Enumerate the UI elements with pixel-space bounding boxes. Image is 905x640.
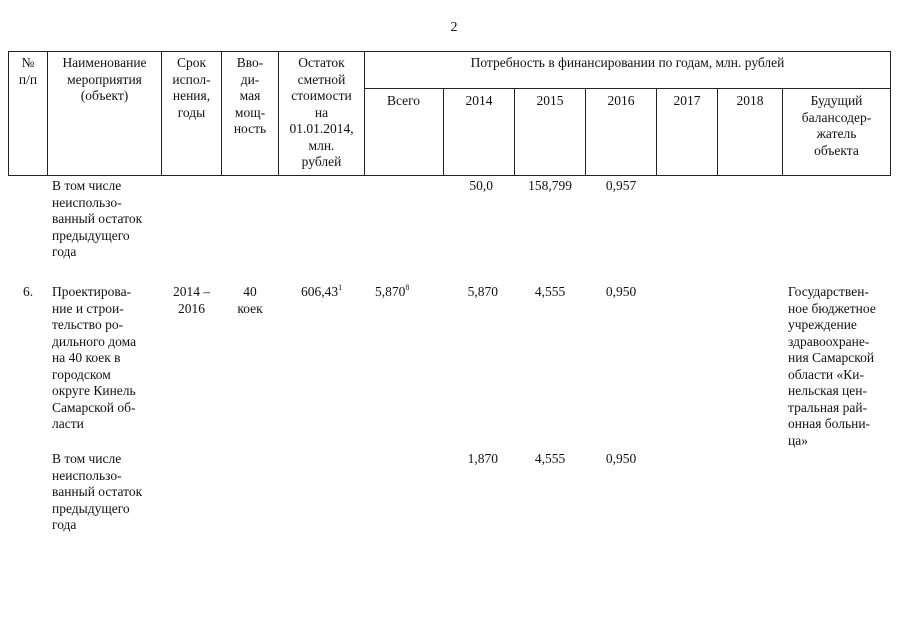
row-2016-value: 0,950 (605, 451, 637, 466)
row-2014-value: 1,870 (467, 451, 498, 466)
header-year-2017: 2017 (673, 93, 701, 108)
header-year-2018: 2018 (736, 93, 764, 108)
header-num: № п/п (18, 55, 38, 87)
row-name: Проектирова- ние и строи- тельство ро- дильного дома на 40 коек в городском округе Кинель Самарской об- ласти (52, 284, 137, 431)
row-total: 5,870$^8$ (375, 283, 410, 299)
table-header-bottom-border (8, 175, 891, 176)
header-name: Наименование мероприятия (объект) (62, 55, 147, 103)
header-remainder: Остаток сметной стоимости на 01.01.2014, млн. рублей (289, 55, 354, 169)
row-2016-value: 0,950 (605, 284, 637, 299)
header-year-2014: 2014 (465, 93, 493, 108)
row-2016-value: 0,957 (605, 178, 637, 193)
table-right-border (890, 51, 891, 175)
row-name: В том числе неиспользо- ванный остаток предыдущего года (52, 178, 143, 259)
header-capacity: Вво- ди- мая мощ- ность (233, 55, 267, 136)
header-holder: Будущий балансодер- жатель объекта (801, 93, 872, 158)
footnote-mark: 8 (405, 283, 410, 292)
header-total: Всего (386, 93, 421, 108)
footnote-mark: 1 (338, 283, 343, 292)
row-2014-value: 5,870 (467, 284, 498, 299)
row-name: В том числе неиспользо- ванный остаток предыдущего года (52, 451, 143, 532)
table-top-border (8, 51, 891, 52)
row-capacity: 40 коек (237, 284, 263, 316)
header-year-2015: 2015 (536, 93, 564, 108)
row-term: 2014 – 2016 (172, 284, 211, 316)
header-term: Срок испол- нения, годы (172, 55, 211, 120)
page-number: 2 (450, 20, 458, 35)
row-2015-value: 158,799 (528, 178, 572, 193)
row-2015-value: 4,555 (534, 284, 566, 299)
row-2015-value: 4,555 (534, 451, 566, 466)
row-2014-value: 50,0 (469, 178, 493, 193)
header-year-2016: 2016 (607, 93, 635, 108)
header-financing: Потребность в финансировании по годам, млн. рублей (470, 55, 785, 70)
row-remainder: 606,43$^1$ (300, 283, 343, 299)
row-number: 6. (22, 284, 34, 299)
row-holder: Государствен- ное бюджетное учреждение здравоохране- ния Самарской области «Ки- нельская цен- тральная рай- онная больни- ца» (788, 284, 876, 448)
